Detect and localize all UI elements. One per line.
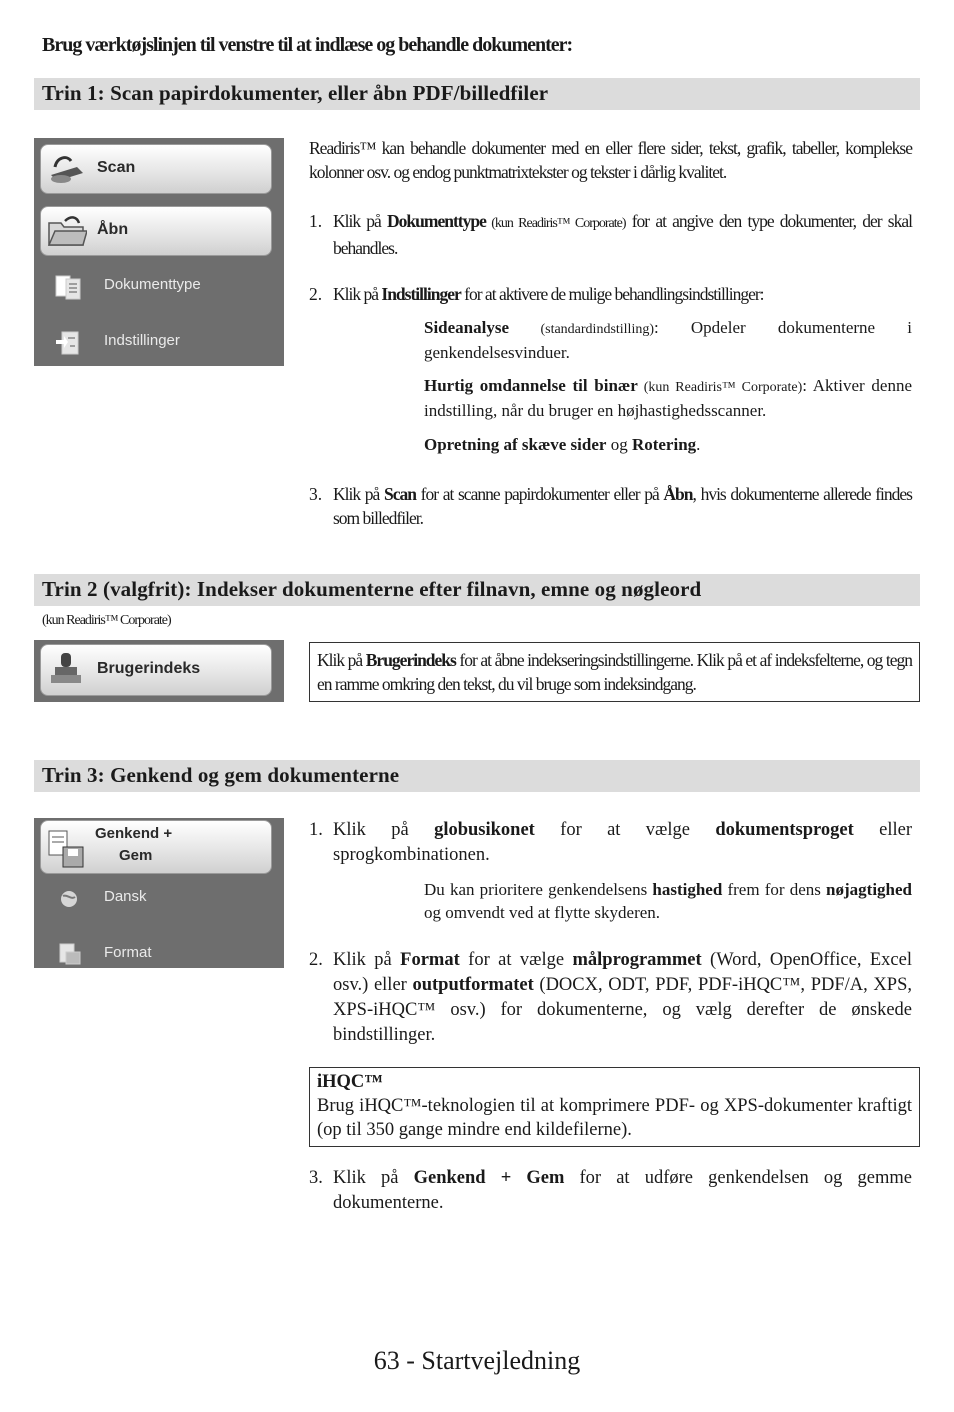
format-item[interactable] <box>50 940 272 970</box>
step3-item-3: 3. Klik på Genkend + Gem for at udføre genkendelsen og gemme dokumenterne. <box>309 1168 912 1213</box>
settings-item[interactable] <box>50 328 272 358</box>
step3-heading-bar <box>34 760 920 792</box>
recognize-save-icon <box>47 829 87 874</box>
open-label: Åbn <box>97 221 129 238</box>
recognize-save-label-2: Gem <box>119 847 153 864</box>
option-page-analysis: Sideanalyse (standardindstilling): Opdeler dokumenterne i genkendelsesvinduer. <box>424 318 912 362</box>
language-label: Dansk <box>104 888 147 905</box>
step3-item-1: 1. Klik på globusikonet for at vælge dokumentsproget eller sprogkombinationen. <box>309 820 912 865</box>
page-intro: Brug værktøjslinjen til venstre til at indlæse og behandle dokumenter: <box>42 34 573 56</box>
settings-label: Indstillinger <box>104 332 180 349</box>
format-icon <box>54 942 84 973</box>
language-item[interactable] <box>50 884 272 914</box>
ihqc-title: iHQC™ <box>317 1072 383 1092</box>
user-index-label: Brugerindeks <box>97 660 201 677</box>
step1-item-3: 3. Klik på Scan for at scanne papirdokumenter eller på Åbn, hvis dokumenterne allerede findes som billedfiler. <box>309 484 912 528</box>
doctype-label: Dokumenttype <box>104 276 201 293</box>
recognize-save-label-1: Genkend + <box>95 825 173 842</box>
doctype-item[interactable] <box>50 272 272 302</box>
user-index-button[interactable] <box>40 644 272 696</box>
step1-intro-text: Readiris™ kan behandle dokumenter med en eller flere sider, tekst, grafik, tabeller, komplekse kolonner osv. og endog punktmatrixtekster og tekster i dårlig kvalitet. <box>309 138 912 182</box>
step2-info-box: Klik på Brugerindeks for at åbne indekseringsindstillingerne. Klik på et af indeksfelterne, og tegn en ramme omkring den tekst, du vil bruge som indeksindgang. <box>309 642 920 702</box>
page-footer: 63 - Startvejledning <box>373 1346 581 1375</box>
step1-heading-bar <box>34 78 920 110</box>
open-button[interactable] <box>40 206 272 256</box>
step2-heading: Trin 2 (valgfrit): Indekser dokumenterne efter filnavn, emne og nøgleord <box>42 577 702 601</box>
ihqc-info-box <box>309 1067 920 1147</box>
globe-icon <box>54 886 84 917</box>
stamp-icon <box>47 651 87 694</box>
step3-toolbar <box>34 818 284 968</box>
scan-button[interactable] <box>40 144 272 194</box>
step2-toolbar <box>34 640 284 702</box>
step2-heading-bar <box>34 574 920 606</box>
step3-speed-note: Du kan prioritere genkendelsens hastighed frem for dens nøjagtighed og omvendt ved at flytte skyderen. <box>424 880 913 922</box>
settings-icon <box>54 330 84 361</box>
folder-icon <box>47 213 87 254</box>
scanner-icon <box>47 153 87 192</box>
format-label: Format <box>104 944 152 961</box>
step2-note: (kun Readiris™ Corporate) <box>42 613 171 628</box>
scan-label: Scan <box>97 159 136 176</box>
step1-toolbar <box>34 138 284 366</box>
step1-heading: Trin 1: Scan papirdokumenter, eller åbn PDF/billedfiler <box>42 81 549 105</box>
option-deskew-rotate: Opretning af skæve sider og Rotering. <box>424 435 701 454</box>
step3-heading: Trin 3: Genkend og gem dokumenterne <box>42 763 400 787</box>
step3-item-2: 2. Klik på Format for at vælge målprogrammet (Word, OpenOffice, Excel osv.) eller outputformatet (DOCX, ODT, PDF, PDF-iHQC™, PDF/A, XPS, XPS-iHQC™ osv.) for dokumenterne, og vælg derefter de ønskede bindstillinger. <box>309 950 912 1045</box>
ihqc-text: Brug iHQC™-teknologien til at komprimere PDF- og XPS-dokumenter kraftigt (op til 350 gange mindre end kildefilerne). <box>317 1096 912 1140</box>
step1-item-2: 2. Klik på Indstillinger for at aktivere de mulige behandlingsindstillinger: <box>309 284 764 304</box>
option-binary: Hurtig omdannelse til binær (kun Readiris™ Corporate): Aktiver denne indstilling, når du bruger en højhastighedsscanner. <box>424 376 912 420</box>
recognize-save-button[interactable] <box>40 820 272 874</box>
step1-item-1: 1. Klik på Dokumenttype (kun Readiris™ Corporate) for at angive den type dokumenter, der skal behandles. <box>309 211 912 258</box>
document-type-icon <box>54 274 84 305</box>
